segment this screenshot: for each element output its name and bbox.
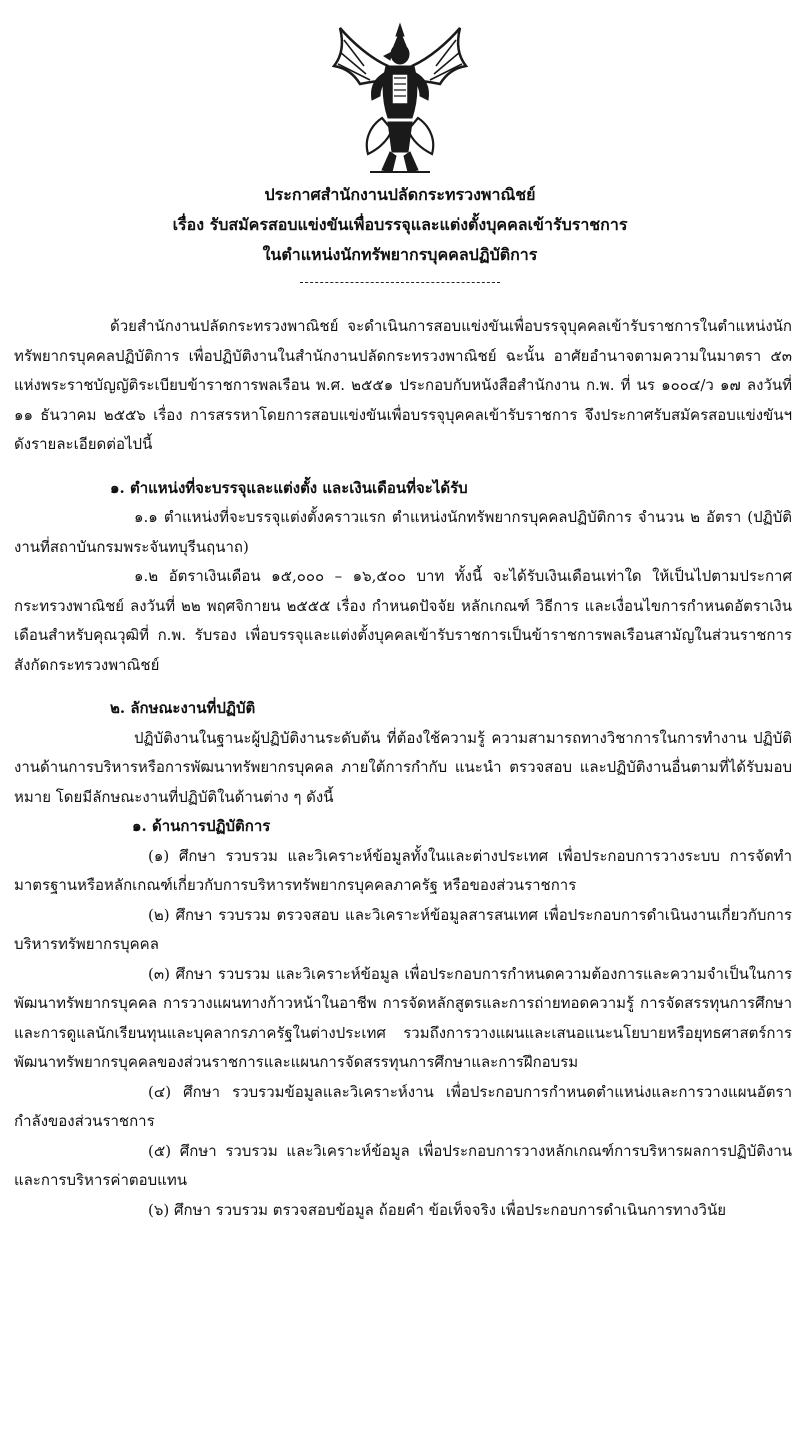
title-divider [300,282,500,283]
section-1-heading: ๑. ตำแหน่งที่จะบรรจุและแต่งตั้ง และเงินเดือนที่จะได้รับ [110,478,468,497]
section-2-heading: ๒. ลักษณะงานที่ปฏิบัติ [110,699,256,717]
section-2-subheading: ๑. ด้านการปฏิบัติการ [132,817,271,835]
title-line-3: ในตำแหน่งนักทรัพยากรบุคคลปฏิบัติการ [262,245,538,264]
section-1-item-2: ๑.๒ อัตราเงินเดือน ๑๕,๐๐๐ – ๑๖,๕๐๐ บาท ทั้งนี้ จะได้รับเงินเดือนเท่าใด ให้เป็นไปตามประกาศกระทรวงพาณิชย์ ลงวันที่ ๒๒ พฤศจิกายน ๒๕๕๕ เรื่อง กำหนดปัจจัย หลักเกณฑ์ วิธีการ และเงื่อนไขการกำหนดอัตราเงินเดือนสำหรับคุณวุฒิที่ ก.พ. รับรอง เพื่อบรรจุและแต่งตั้งบุคคลเข้ารับราชการเป็นข้าราชการพลเรือนสามัญในส่วนราชการสังกัดกระทรวงพาณิชย์ [14,567,792,674]
garuda-emblem-icon [330,22,470,178]
duty-item: (๔) ศึกษา รวบรวมข้อมูลและวิเคราะห์งาน เพื่อประกอบการกำหนดตำแหน่งและการวางแผนอัตรากำลังของส่วนราชการ [14,1082,792,1130]
title-line-1: ประกาศสำนักงานปลัดกระทรวงพาณิชย์ [264,185,536,204]
announcement-title [60,180,740,270]
duty-item: (๑) ศึกษา รวบรวม และวิเคราะห์ข้อมูลทั้งในและต่างประเทศ เพื่อประกอบการวางระบบ การจัดทำมาตรฐานหรือหลักเกณฑ์เกี่ยวกับการบริหารทรัพยากรบุคคลภาครัฐ หรือของส่วนราชการ [14,846,792,894]
announcement-body [14,312,792,1225]
duty-item: (๓) ศึกษา รวบรวม และวิเคราะห์ข้อมูล เพื่อประกอบการกำหนดความต้องการและความจำเป็นในการพัฒนาทรัพยากรบุคคล การวางแผนทางก้าวหน้าในอาชีพ การจัดหลักสูตรและการถ่ายทอดความรู้ การจัดสรรทุนการศึกษา และการดูแลนักเรียนทุนและบุคลากรภาครัฐในต่างประเทศ รวมถึงการวางแผนและเสนอแนะนโยบายหรือยุทธศาสตร์การพัฒนาทรัพยากรบุคคลของส่วนราชการและแผนการจัดสรรทุนการศึกษาและการฝึกอบรม [14,964,792,1071]
duty-item: (๒) ศึกษา รวบรวม ตรวจสอบ และวิเคราะห์ข้อมูลสารสนเทศ เพื่อประกอบการดำเนินงานเกี่ยวกับการบริหารทรัพยากรบุคคล [14,905,792,953]
intro-paragraph: ด้วยสำนักงานปลัดกระทรวงพาณิชย์ จะดำเนินการสอบแข่งขันเพื่อบรรจุบุคคลเข้ารับราชการในตำแหน่งนักทรัพยากรบุคคลปฏิบัติการ เพื่อปฏิบัติงานในสำนักงานปลัดกระทรวงพาณิชย์ ฉะนั้น อาศัยอำนาจตามความในมาตรา ๕๓ แห่งพระราชบัญญัติระเบียบข้าราชการพลเรือน พ.ศ. ๒๕๕๑ ประกอบกับหนังสือสำนักงาน ก.พ. ที่ นร ๑๐๐๔/ว ๑๗ ลงวันที่ ๑๑ ธันวาคม ๒๕๕๖ เรื่อง การสรรหาโดยการสอบแข่งขันเพื่อบรรจุบุคคลเข้ารับราชการ จึงประกาศรับสมัครสอบแข่งขันฯ ดังรายละเอียดต่อไปนี้ [14,317,792,453]
section-2-intro: ปฏิบัติงานในฐานะผู้ปฏิบัติงานระดับต้น ที่ต้องใช้ความรู้ ความสามารถทางวิชาการในการทำงาน ปฏิบัติงานด้านการบริหารหรือการพัฒนาทรัพยากรบุคคล ภายใต้การกำกับ แนะนำ ตรวจสอบ และปฏิบัติงานอื่นตามที่ได้รับมอบหมาย โดยมีลักษณะงานที่ปฏิบัติในด้านต่าง ๆ ดังนี้ [14,728,792,806]
duty-item: (๖) ศึกษา รวบรวม ตรวจสอบข้อมูล ถ้อยคำ ข้อเท็จจริง เพื่อประกอบการดำเนินการทางวินัย [148,1200,727,1219]
duty-item: (๕) ศึกษา รวบรวม และวิเคราะห์ข้อมูล เพื่อประกอบการวางหลักเกณฑ์การบริหารผลการปฏิบัติงาน และการบริหารค่าตอบแทน [14,1141,792,1189]
section-1-item-1: ๑.๑ ตำแหน่งที่จะบรรจุแต่งตั้งคราวแรก ตำแหน่งนักทรัพยากรบุคคลปฏิบัติการ จำนวน ๒ อัตรา (ปฏิบัติงานที่สถาบันกรมพระจันทบุรีนฤนาถ) [14,508,792,556]
title-line-2: เรื่อง รับสมัครสอบแข่งขันเพื่อบรรจุและแต่งตั้งบุคคลเข้ารับราชการ [172,215,628,234]
